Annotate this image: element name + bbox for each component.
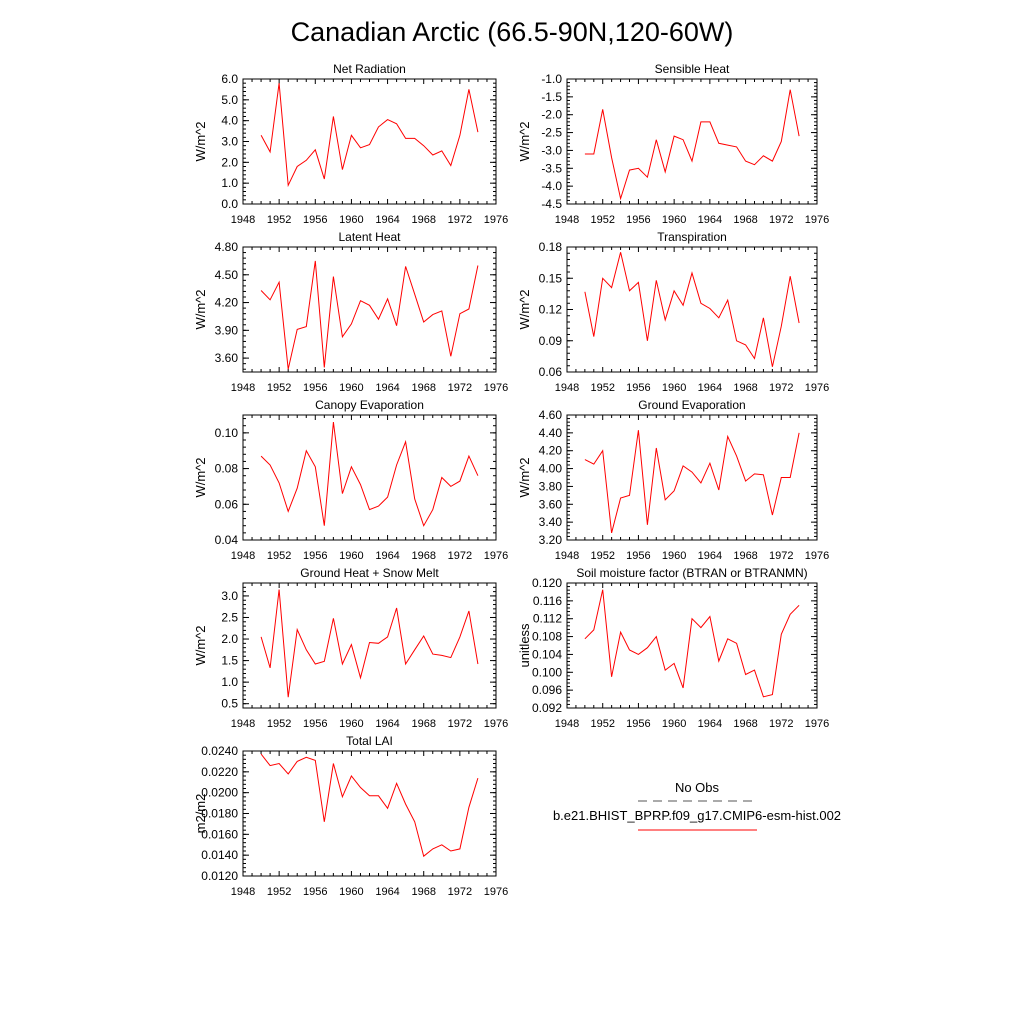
panel-8 <box>517 566 829 730</box>
y-tick-label: 3.20 <box>538 533 562 547</box>
y-tick-label: 0.06 <box>538 365 562 379</box>
y-tick-label: 2.0 <box>221 155 238 170</box>
y-tick-label: 1.0 <box>221 176 238 191</box>
y-tick-label: 4.00 <box>538 461 562 476</box>
y-tick-label: 0.0140 <box>201 848 238 863</box>
x-tick-label: 1972 <box>769 718 794 730</box>
y-tick-label: -2.5 <box>541 125 562 140</box>
x-tick-label: 1960 <box>339 382 364 394</box>
x-tick-label: 1976 <box>804 214 830 226</box>
legend-model-label: b.e21.BHIST_BPRP.f09_g17.CMIP6-esm-hist.002 <box>552 808 842 823</box>
y-axis-label: unitless <box>517 623 532 668</box>
x-tick-label: 1956 <box>303 718 328 730</box>
legend-obs-label: No Obs <box>674 780 720 795</box>
panel-1 <box>193 62 508 226</box>
y-tick-label: 0.092 <box>531 701 562 715</box>
x-tick-label: 1972 <box>447 214 473 226</box>
y-axis-label: W/m^2 <box>517 457 532 498</box>
x-tick-label: 1976 <box>804 718 830 730</box>
y-axis-label: W/m^2 <box>517 121 532 162</box>
y-tick-label: 0.18 <box>538 240 562 254</box>
series-line <box>261 261 478 369</box>
x-tick-label: 1952 <box>590 550 615 562</box>
series-line <box>261 590 478 698</box>
x-tick-label: 1956 <box>303 886 328 898</box>
y-tick-label: 0.08 <box>214 461 238 476</box>
y-tick-label: 1.5 <box>221 653 238 668</box>
panel-5 <box>193 398 508 562</box>
x-tick-label: 1964 <box>375 550 400 562</box>
y-axis-label: W/m^2 <box>193 121 208 162</box>
y-tick-label: 0.0180 <box>201 806 238 821</box>
y-tick-label: 0.5 <box>221 696 238 711</box>
x-tick-label: 1968 <box>733 718 758 730</box>
x-tick-label: 1976 <box>483 550 509 562</box>
y-tick-label: 3.40 <box>538 515 562 530</box>
plot-frame <box>567 247 817 372</box>
y-tick-label: 0.15 <box>538 271 562 286</box>
y-tick-label: 0.0120 <box>201 869 238 883</box>
y-tick-label: 4.60 <box>538 408 562 422</box>
y-tick-label: 0.09 <box>538 333 562 348</box>
x-tick-label: 1964 <box>697 214 723 226</box>
x-tick-label: 1956 <box>626 214 651 226</box>
series-line <box>261 83 478 185</box>
x-tick-label: 1960 <box>339 214 364 226</box>
y-axis-label: W/m^2 <box>517 289 532 330</box>
y-axis-label: m2/m2 <box>193 793 208 834</box>
y-axis-label: W/m^2 <box>193 289 208 330</box>
panel-9 <box>193 734 508 898</box>
x-tick-label: 1972 <box>447 382 473 394</box>
figure-title: Canadian Arctic (66.5-90N,120-60W) <box>290 17 734 47</box>
x-tick-label: 1960 <box>661 214 687 226</box>
panel-6 <box>517 398 829 562</box>
y-axis-label: W/m^2 <box>193 625 208 666</box>
x-tick-label: 1968 <box>411 718 436 730</box>
y-tick-label: 4.20 <box>214 295 238 310</box>
y-tick-label: 0.104 <box>531 647 562 662</box>
y-tick-label: 0.04 <box>214 533 238 547</box>
x-tick-label: 1976 <box>804 382 830 394</box>
y-tick-label: 3.0 <box>221 134 238 149</box>
x-tick-label: 1972 <box>447 886 473 898</box>
x-tick-label: 1960 <box>339 718 364 730</box>
x-tick-label: 1964 <box>697 382 723 394</box>
x-tick-label: 1968 <box>411 550 436 562</box>
y-tick-label: 1.0 <box>221 675 238 690</box>
x-tick-label: 1960 <box>661 718 687 730</box>
panel-title: Latent Heat <box>338 230 401 244</box>
y-tick-label: 0.108 <box>531 629 562 644</box>
x-tick-label: 1968 <box>733 214 758 226</box>
y-tick-label: 2.5 <box>221 610 238 625</box>
x-tick-label: 1952 <box>590 382 615 394</box>
y-axis-label: W/m^2 <box>193 457 208 498</box>
x-tick-label: 1956 <box>626 382 651 394</box>
x-tick-label: 1956 <box>626 718 651 730</box>
x-tick-label: 1956 <box>303 214 328 226</box>
x-tick-label: 1956 <box>303 550 328 562</box>
y-tick-label: 0.100 <box>531 665 562 680</box>
x-tick-label: 1964 <box>375 718 400 730</box>
plot-frame <box>567 415 817 540</box>
x-tick-label: 1968 <box>411 886 436 898</box>
x-tick-label: 1964 <box>375 886 400 898</box>
y-tick-label: 0.12 <box>538 302 562 317</box>
y-tick-label: 6.0 <box>221 72 238 86</box>
y-tick-label: 0.0 <box>221 197 238 211</box>
x-tick-label: 1960 <box>339 886 364 898</box>
x-tick-label: 1976 <box>804 550 830 562</box>
x-tick-label: 1948 <box>230 214 256 226</box>
y-tick-label: 3.90 <box>214 323 238 338</box>
x-tick-label: 1976 <box>483 886 509 898</box>
series-line <box>261 422 478 526</box>
y-tick-label: 5.0 <box>221 92 238 107</box>
y-tick-label: -1.0 <box>541 72 562 86</box>
y-tick-label: 4.20 <box>538 443 562 458</box>
y-tick-label: 0.112 <box>532 611 562 626</box>
y-tick-label: 4.80 <box>214 240 238 254</box>
x-tick-label: 1952 <box>266 718 292 730</box>
x-tick-label: 1948 <box>554 550 580 562</box>
y-tick-label: 0.120 <box>531 576 562 590</box>
x-tick-label: 1948 <box>230 718 256 730</box>
y-tick-label: -3.0 <box>541 143 562 158</box>
x-tick-label: 1976 <box>483 214 509 226</box>
x-tick-label: 1952 <box>590 718 615 730</box>
plot-frame <box>243 751 496 876</box>
panel-2 <box>517 62 829 226</box>
y-tick-label: -4.5 <box>541 197 562 211</box>
series-line <box>585 430 799 533</box>
x-tick-label: 1960 <box>339 550 364 562</box>
panel-7 <box>193 566 508 730</box>
y-tick-label: 0.0160 <box>201 827 238 842</box>
y-tick-label: 3.60 <box>538 497 562 512</box>
x-tick-label: 1968 <box>411 382 436 394</box>
y-tick-label: 4.0 <box>221 113 238 128</box>
x-tick-label: 1972 <box>447 718 473 730</box>
y-tick-label: 0.116 <box>532 593 562 608</box>
x-tick-label: 1952 <box>266 382 292 394</box>
x-tick-label: 1948 <box>554 718 580 730</box>
x-tick-label: 1948 <box>554 382 580 394</box>
panel-title: Soil moisture factor (BTRAN or BTRANMN) <box>576 566 808 580</box>
x-tick-label: 1976 <box>483 382 509 394</box>
panel-4 <box>517 230 829 394</box>
x-tick-label: 1952 <box>266 886 292 898</box>
y-tick-label: 3.60 <box>214 351 238 366</box>
series-line <box>585 252 799 367</box>
plot-frame <box>243 247 496 372</box>
panel-title: Net Radiation <box>333 62 406 76</box>
y-tick-label: -2.0 <box>541 107 562 122</box>
plot-frame <box>567 79 817 204</box>
x-tick-label: 1972 <box>769 214 794 226</box>
series-line <box>585 90 799 199</box>
panel-title: Canopy Evaporation <box>315 398 424 412</box>
series-line <box>261 754 478 856</box>
y-tick-label: -3.5 <box>541 161 562 176</box>
panel-title: Transpiration <box>657 230 727 244</box>
panel-title: Ground Heat + Snow Melt <box>300 566 439 580</box>
y-tick-label: -4.0 <box>541 179 562 194</box>
x-tick-label: 1972 <box>769 550 794 562</box>
x-tick-label: 1972 <box>447 550 473 562</box>
x-tick-label: 1964 <box>697 718 723 730</box>
x-tick-label: 1968 <box>733 550 758 562</box>
plot-frame <box>243 583 496 708</box>
legend <box>553 780 841 830</box>
x-tick-label: 1956 <box>303 382 328 394</box>
x-tick-label: 1968 <box>733 382 758 394</box>
series-line <box>585 590 799 697</box>
y-tick-label: 0.10 <box>214 425 238 440</box>
panel-title: Total LAI <box>346 734 393 748</box>
x-tick-label: 1964 <box>375 382 400 394</box>
x-tick-label: 1972 <box>769 382 794 394</box>
y-tick-label: 0.06 <box>214 497 238 512</box>
x-tick-label: 1960 <box>661 550 687 562</box>
x-tick-label: 1948 <box>554 214 580 226</box>
y-tick-label: 0.0200 <box>201 785 238 800</box>
x-tick-label: 1976 <box>483 718 509 730</box>
x-tick-label: 1948 <box>230 886 256 898</box>
plot-frame <box>243 415 496 540</box>
x-tick-label: 1948 <box>230 382 256 394</box>
y-tick-label: 0.096 <box>531 683 562 698</box>
x-tick-label: 1952 <box>266 550 292 562</box>
y-tick-label: 3.0 <box>221 588 238 603</box>
x-tick-label: 1952 <box>266 214 292 226</box>
x-tick-label: 1956 <box>626 550 651 562</box>
x-tick-label: 1968 <box>411 214 436 226</box>
y-tick-label: 0.0220 <box>201 764 238 779</box>
y-tick-label: 4.50 <box>214 267 238 282</box>
y-tick-label: -1.5 <box>541 89 562 104</box>
y-tick-label: 4.40 <box>538 425 562 440</box>
y-tick-label: 2.0 <box>221 632 238 647</box>
x-tick-label: 1948 <box>230 550 256 562</box>
panel-3 <box>193 230 508 394</box>
panel-title: Sensible Heat <box>654 62 730 76</box>
y-tick-label: 3.80 <box>538 479 562 494</box>
x-tick-label: 1952 <box>590 214 615 226</box>
y-tick-label: 0.0240 <box>201 744 238 758</box>
panels <box>193 62 829 898</box>
x-tick-label: 1960 <box>661 382 687 394</box>
panel-title: Ground Evaporation <box>638 398 746 412</box>
x-tick-label: 1964 <box>697 550 723 562</box>
x-tick-label: 1964 <box>375 214 400 226</box>
